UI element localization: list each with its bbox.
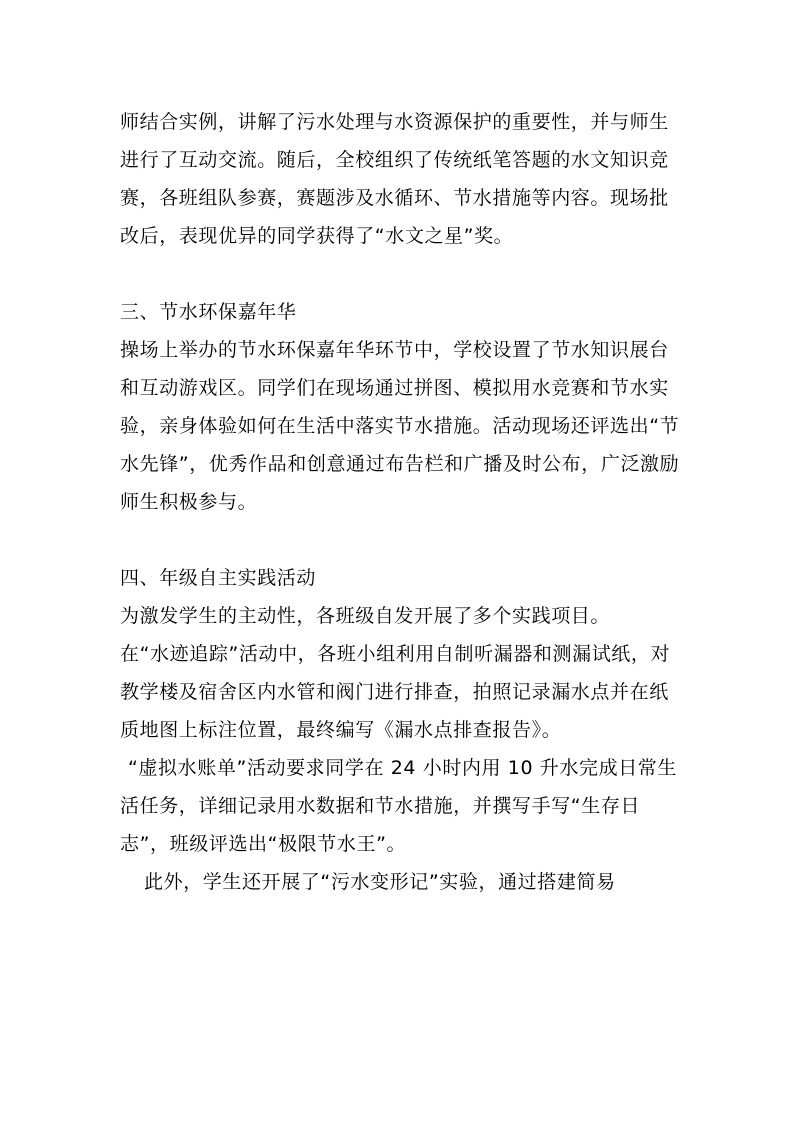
section-heading-practice: 四、年级自主实践活动	[120, 567, 317, 589]
paragraph-water-trace: 在“水迹追踪”活动中，各班小组利用自制听漏器和测漏试纸，对教学楼及宿舍区内水管和阀门进行排查，拍照记录漏水点并在纸质地图上标注位置，最终编写《漏水点排查报告》。	[120, 643, 671, 741]
paragraph-gap	[120, 255, 680, 293]
paragraph-gap	[120, 521, 680, 559]
paragraph-lecture-contest: 师结合实例，讲解了污水处理与水资源保护的重要性，并与师生进行了互动交流。随后，全校组织了传统纸笔答题的水文知识竞赛，各班组队参赛，赛题涉及水循环、节水措施等内容。现场批改后，表现优异的同学获得了“水文之星”奖。	[120, 111, 669, 247]
paragraph-virtual-bill: “虚拟水账单”活动要求同学在 24 小时内用 10 升水完成日常生活任务，详细记录用水数据和节水措施，并撰写手写“生存日志”，班级评选出“极限节水王”。	[120, 757, 677, 855]
document-body	[120, 103, 680, 901]
paragraph-practice-intro: 为激发学生的主动性，各班级自发开展了多个实践项目。	[120, 605, 611, 627]
section-heading-carnival: 三、节水环保嘉年华	[120, 301, 297, 323]
paragraph-carnival: 操场上举办的节水环保嘉年华环节中，学校设置了节水知识展台和互动游戏区。同学们在现场通过拼图、模拟用水竞赛和节水实验，亲身体验如何在生活中落实节水措施。活动现场还评选出“节水先锋”，优秀作品和创意通过布告栏和广播及时公布，广泛激励师生积极参与。	[120, 339, 680, 513]
paragraph-sewage-experiment: 此外，学生还开展了“污水变形记”实验，通过搭建简易	[144, 871, 616, 893]
